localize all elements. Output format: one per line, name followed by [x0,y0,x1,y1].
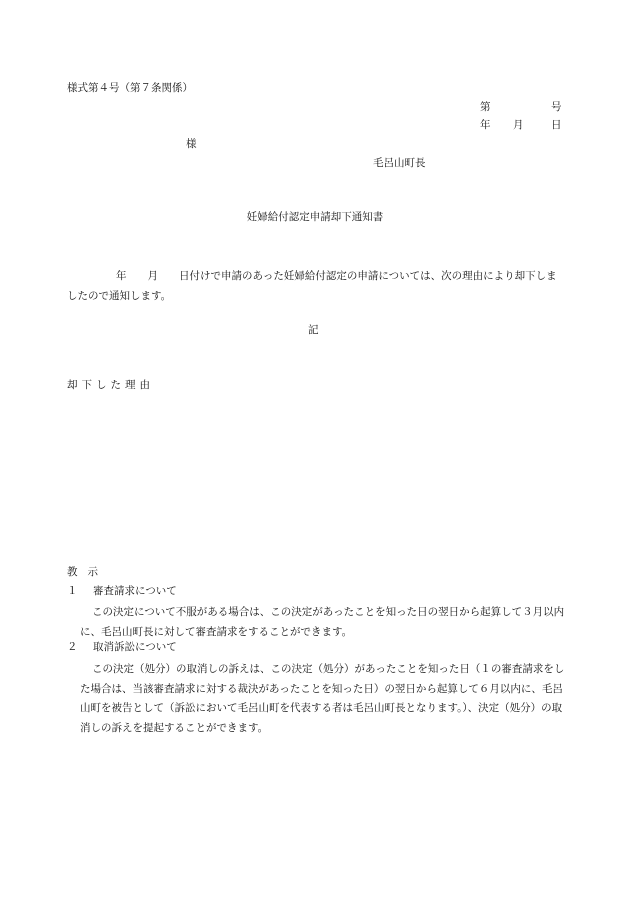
instruction-item-heading [67,641,177,654]
instruction-item-text: この決定について不服がある場合は、この決定があったことを知った日の翌日から起算して３月以内に、毛呂山町長に対して審査請求をすることができます。 [80,606,565,638]
instruction-item-number: ２ [67,641,78,653]
notice-body [67,266,567,306]
record-label: 記 [308,324,319,336]
instruction-item-number: １ [67,585,78,597]
instruction-title: 教示 [67,566,108,578]
document-title: 妊婦給付認定申請却下通知書 [246,211,384,223]
instruction-item-heading-text: 審査請求について [93,585,177,597]
instruction-item-heading-text: 取消訴訟について [93,641,177,653]
reason-label: 却下した理由 [67,379,154,391]
notice-body-text: 日付けで申請のあった妊婦給付認定の申請については、次の理由により却下しましたので通知します。 [67,270,557,302]
document-date-day: 日 [551,119,562,131]
form-number: 様式第４号（第７条関係） [67,82,193,94]
document-date-month: 月 [513,119,524,131]
document-date-year: 年 [480,119,491,131]
document-number-suffix: 号 [551,101,562,113]
instruction-item-heading [67,585,177,598]
notice-date-year: 年 [116,270,127,282]
instruction-item-text: この決定（処分）の取消しの訴えは、この決定（処分）があったことを知った日（１の審査請求をした場合は、当該審査請求に対する裁決があったことを知った日）の翌日から起算して６月以内に、毛呂山町を被告として（訴訟において毛呂山町を代表する者は毛呂山町長となります。）、決定（処分）の取消しの訴えを提起することができます。 [80,663,565,734]
document-number-prefix: 第 [480,101,491,113]
notice-date-month: 月 [147,270,158,282]
addressee: 様 [186,138,197,150]
issuer: 毛呂山町長 [373,157,426,169]
